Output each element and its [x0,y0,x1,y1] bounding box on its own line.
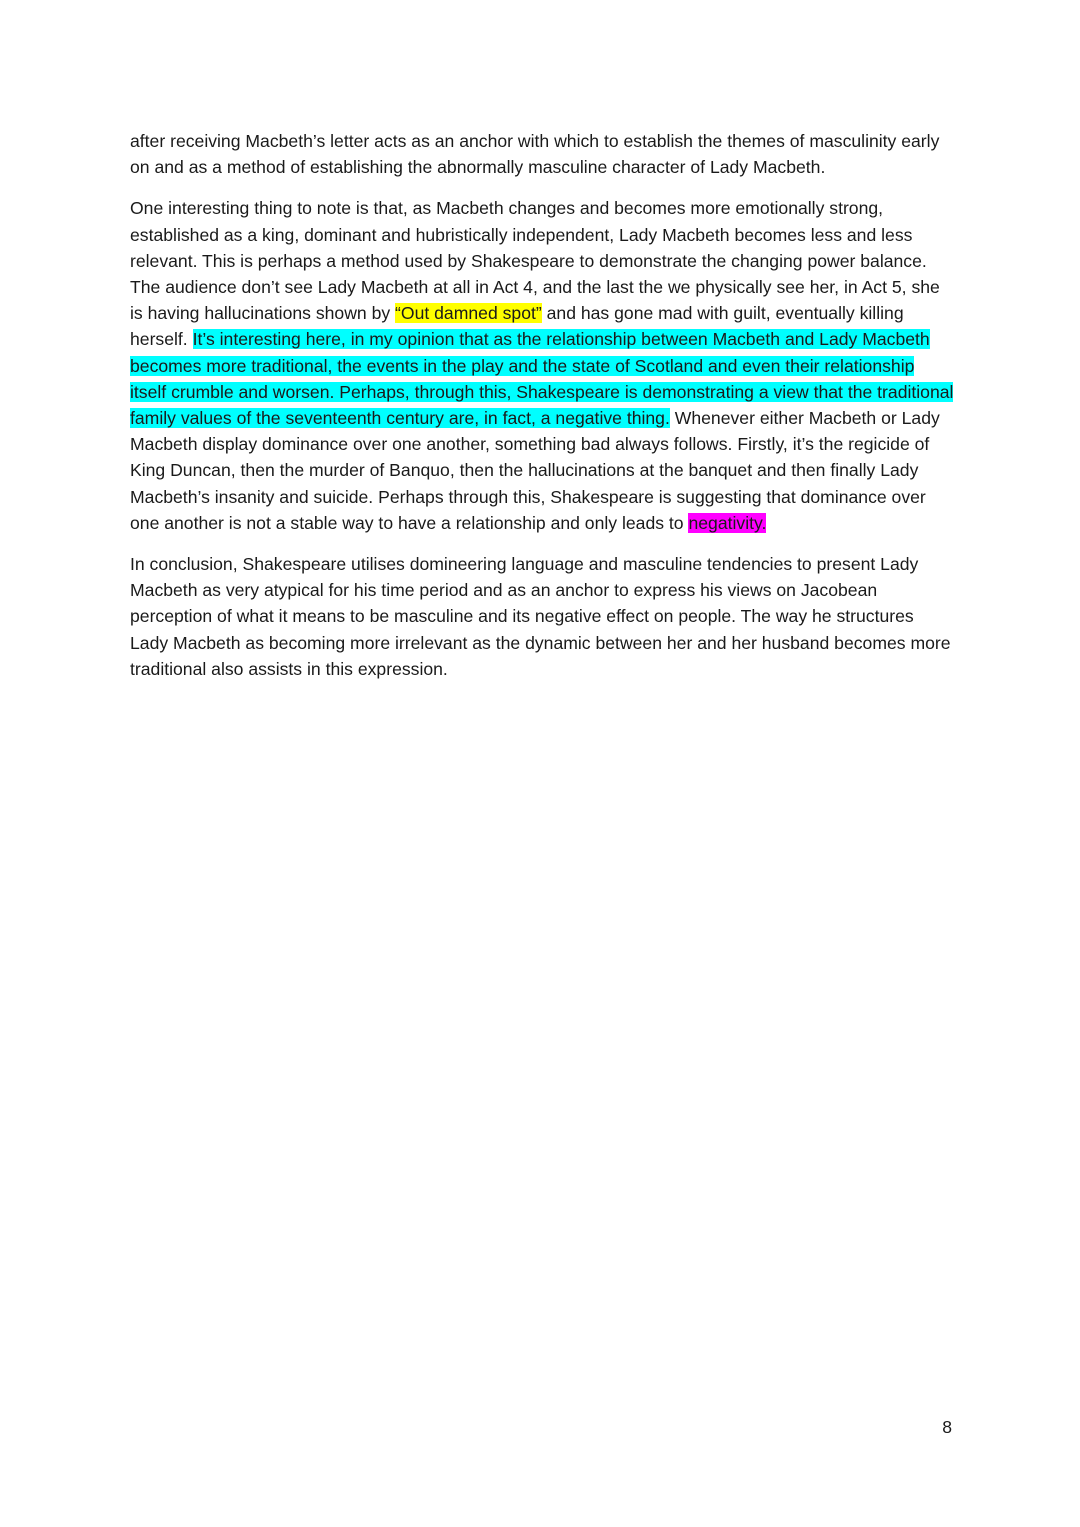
paragraph-text: and has gone mad with guilt, eventually killing herself. [130,303,904,350]
paragraph-intro-continuation [130,128,955,180]
highlight-quote: “Out damned spot” [395,303,542,324]
paragraph-conclusion [130,551,955,682]
page-number: 8 [942,1417,952,1437]
highlight-argument: It’s interesting here, in my opinion that as the relationship between Macbeth and Lady Macbeth becomes more traditional, the events in the play and the state of Scotland and even their relationship itself crumble and worsen. Perhaps, through this, Shakespeare is demonstrating a view that the traditional family values of the seventeenth century are, in fact, a negative thing. [130,329,954,429]
body-text [130,128,955,697]
paragraph-text: after receiving Macbeth’s letter acts as an anchor with which to establish the themes of masculinity early on and as a method of establishing the abnormally masculine character of Lady Macbeth. [130,131,940,178]
paragraph-power-balance [130,195,955,536]
paragraph-text: One interesting thing to note is that, as Macbeth changes and becomes more emotionally strong, established as a king, dominant and hubristically independent, Lady Macbeth becomes less and less relevant. This is perhaps a method used by Shakespeare to demonstrate the changing power balance. The audience don’t see Lady Macbeth at all in Act 4, and the last the we physically see her, in Act 5, she is having hallucinations shown by [130,198,940,324]
paragraph-text: In conclusion, Shakespeare utilises domineering language and masculine tendencies to present Lady Macbeth as very atypical for his time period and as an anchor to express his views on Jacobean perception of what it means to be masculine and its negative effect on people. The way he structures Lady Macbeth as becoming more irrelevant as the dynamic between her and her husband becomes more traditional also assists in this expression. [130,554,951,679]
paragraph-text: Whenever either Macbeth or Lady Macbeth display dominance over one another, something bad always follows. Firstly, it’s the regicide of King Duncan, then the murder of Banquo, then the hallucinations at the banquet and then finally Lady Macbeth’s insanity and suicide. Perhaps through this, Shakespeare is suggesting that dominance over one another is not a stable way to have a relationship and only leads to [130,408,940,533]
highlight-keyword: negativity. [688,512,767,533]
